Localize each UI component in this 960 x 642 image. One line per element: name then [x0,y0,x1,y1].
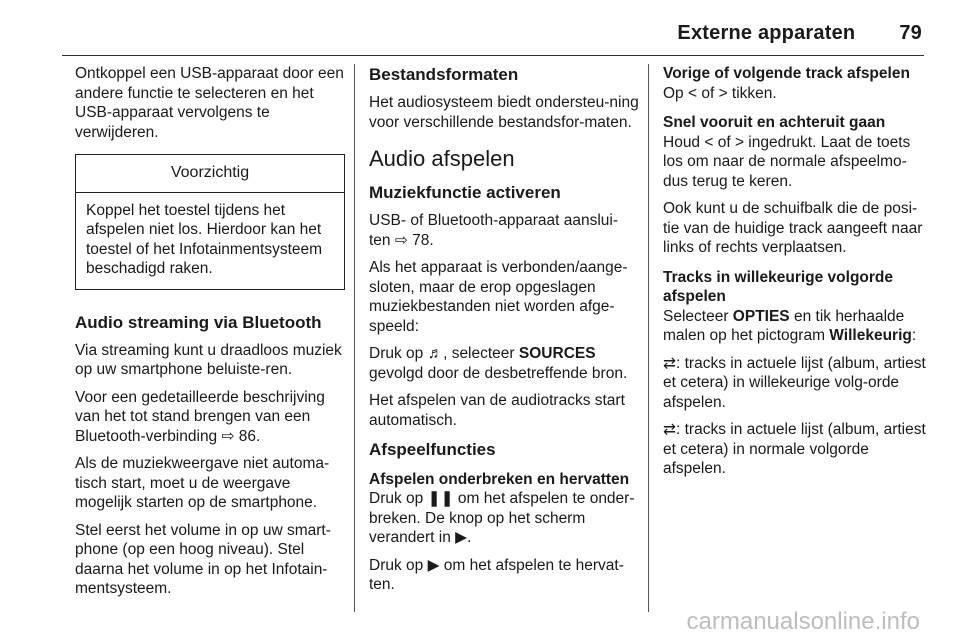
shuffle-label: Willekeurig [829,327,912,344]
shuffle-paragraph [663,307,928,346]
header-rule [62,55,924,56]
page-header [677,22,922,45]
sources-label: SOURCES [518,345,596,362]
column-3 [663,64,928,487]
activate-paragraph: USB- of Bluetooth-apparaat aanslui-ten ⇨ 78. [369,212,619,249]
activate-paragraph [369,344,639,383]
ff-paragraph: Houd < of > ingedrukt. Laat de toets los om naar de normale afspeelmo-dus terug te keren. [663,133,911,190]
text-run: : [911,327,917,344]
functions-heading: Afspeelfuncties [369,440,496,459]
options-label: OPTIES [732,307,790,325]
page-title: Externe apparaten [677,22,856,44]
shuffle-off-paragraph: ⇄: tracks in actuele lijst (album, artiest et cetera) in normale volgorde afspelen. [663,421,926,477]
bt-paragraph: Via streaming kunt u draadloos muziek op uw smartphone beluiste-ren. [75,341,342,378]
pause-paragraph: Druk op ❚❚ om het afspelen te onder-breken. De knop op het scherm verandert in ▶. [369,490,635,546]
text-run: gevolgd door de desbetreffende bron. [369,364,628,382]
text-run: en tik herhaalde malen op het pictogram [663,307,905,344]
bt-paragraph: Als de muziekweergave niet automa-tisch start, moet u de weergave mogelijk starten op de smartphone. [75,455,330,511]
warning-title: Voorzichtig [76,155,344,193]
activate-paragraph: Als het apparaat is verbonden/aange-sloten, maar de erop opgeslagen muziekbestanden niet worden afge-speeld: [369,259,628,335]
formats-heading: Bestandsformaten [369,65,519,84]
ff-paragraph: Ook kunt u de schuifbalk die de posi-tie van de huidige track aangeeft naar links of rechts verplaatsen. [663,200,923,256]
text-run: Druk op ♬, selecteer [369,345,519,362]
bt-heading: Audio streaming via Bluetooth [75,312,322,332]
column-divider [354,64,355,612]
column-divider [648,64,649,612]
intro-paragraph: Ontkoppel een USB-apparaat door een andere functie te selecteren en het USB-apparaat vervolgens te verwijderen. [75,65,344,141]
track-paragraph: Op < of > tikken. [663,84,777,102]
watermark: carmanualsonline.info [686,608,920,635]
ff-heading: Snel vooruit en achteruit gaan [663,114,886,131]
activate-heading: Muziekfunctie activeren [369,183,561,202]
bt-paragraph: Voor een gedetailleerde beschrijving van het tot stand brengen van een Bluetooth-verbinding ⇨ 86. [75,388,325,445]
warning-body: Koppel het toestel tijdens het afspelen niet los. Hierdoor kan het toestel of het Infotainmentsysteem beschadigd raken. [86,201,323,277]
track-heading: Vorige of volgende track afspelen [663,65,910,82]
pause-paragraph: Druk op ▶ om het afspelen te hervat-ten. [369,556,624,593]
text-run: Selecteer [663,307,733,325]
page-number: 79 [899,22,922,44]
shuffle-on-paragraph: ⇄: tracks in actuele lijst (album, artiest et cetera) in willekeurige volg-orde afspelen. [663,354,926,411]
audio-heading: Audio afspelen [369,146,515,171]
bt-paragraph: Stel eerst het volume in op uw smart-phone (op een hoog niveau). Stel daarna het volume in op het Infotain-mentsysteem. [75,521,331,597]
pause-heading: Afspelen onderbreken en hervatten [369,470,630,488]
formats-paragraph: Het audiosysteem biedt ondersteu-ning voor verschillende bestandsfor-maten. [369,94,639,131]
column-1 [75,64,345,607]
warning-box [75,154,345,290]
column-2 [369,64,639,603]
activate-paragraph: Het afspelen van de audiotracks start automatisch. [369,392,625,429]
shuffle-heading: Tracks in willekeurige volgorde afspelen [663,268,894,305]
